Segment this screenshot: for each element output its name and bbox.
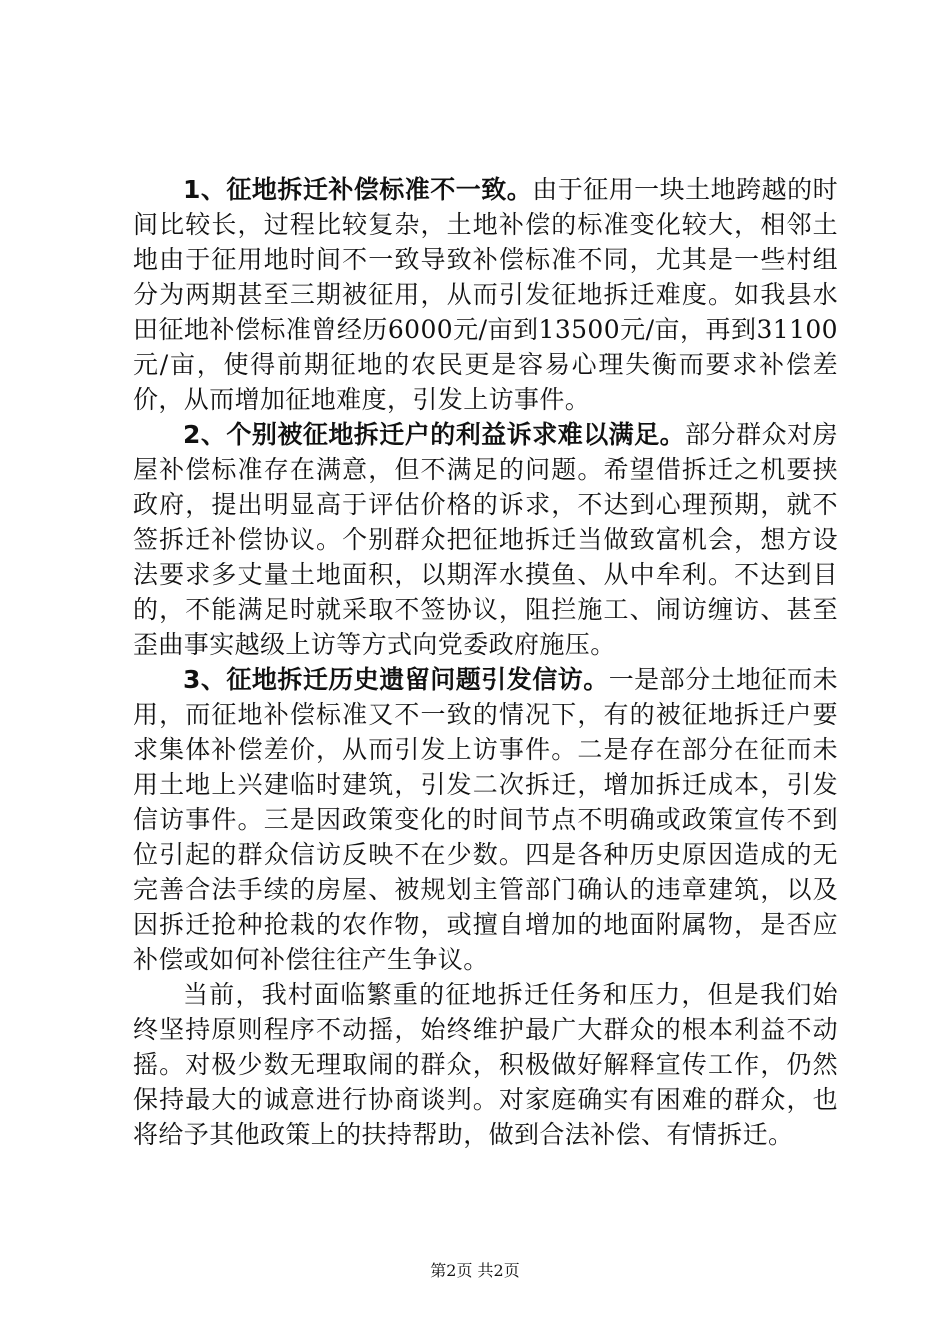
page-footer [0, 1261, 950, 1281]
paragraph-3-heading: 3、征地拆迁历史遗留问题引发信访。 [183, 665, 609, 694]
paragraph-2-heading: 2、个别被征地拆迁户的利益诉求难以满足。 [183, 420, 686, 449]
paragraph-2 [133, 417, 838, 662]
paragraph-2-body: 部分群众对房屋补偿标准存在满意，但不满足的问题。希望借拆迁之机要挟政府，提出明显高于评估价格的诉求，不达到心理预期，就不签拆迁补偿协议。个别群众把征地拆迁当做致富机会，想方设法要求多丈量土地面积，以期浑水摸鱼、从中牟利。不达到目的，不能满足时就采取不签协议，阻拦施工、闹访缠访、甚至歪曲事实越级上访等方式向党委政府施压。 [133, 420, 838, 659]
paragraph-1-heading: 1、征地拆迁补偿标准不一致。 [183, 175, 533, 204]
paragraph-3 [133, 662, 838, 977]
paragraph-1 [133, 172, 838, 417]
paragraph-3-body: 一是部分土地征而未用，而征地补偿标准又不一致的情况下，有的被征地拆迁户要求集体补偿差价，从而引发上访事件。二是存在部分在征而未用土地上兴建临时建筑，引发二次拆迁，增加拆迁成本，引发信访事件。三是因政策变化的时间节点不明确或政策宣传不到位引起的群众信访反映不在少数。四是各种历史原因造成的无完善合法手续的房屋、被规划主管部门确认的违章建筑，以及因拆迁抢种抢栽的农作物，或擅自增加的地面附属物，是否应补偿或如何补偿往往产生争议。 [133, 665, 838, 974]
paragraph-4 [133, 977, 838, 1152]
document-body [133, 172, 838, 1152]
paragraph-1-body: 由于征用一块土地跨越的时间比较长，过程比较复杂，土地补偿的标准变化较大，相邻土地由于征用地时间不一致导致补偿标准不同，尤其是一些村组分为两期甚至三期被征用，从而引发征地拆迁难度。如我县水田征地补偿标准曾经历6000元/亩到13500元/亩，再到31100元/亩，使得前期征地的农民更是容易心理失衡而要求补偿差价，从而增加征地难度，引发上访事件。 [133, 175, 838, 414]
paragraph-4-body: 当前，我村面临繁重的征地拆迁任务和压力，但是我们始终坚持原则程序不动摇，始终维护最广大群众的根本利益不动摇。对极少数无理取闹的群众，积极做好解释宣传工作，仍然保持最大的诚意进行协商谈判。对家庭确实有困难的群众，也将给予其他政策上的扶持帮助，做到合法补偿、有情拆迁。 [133, 980, 838, 1149]
page-number-label: 第2页 共2页 [430, 1261, 520, 1280]
